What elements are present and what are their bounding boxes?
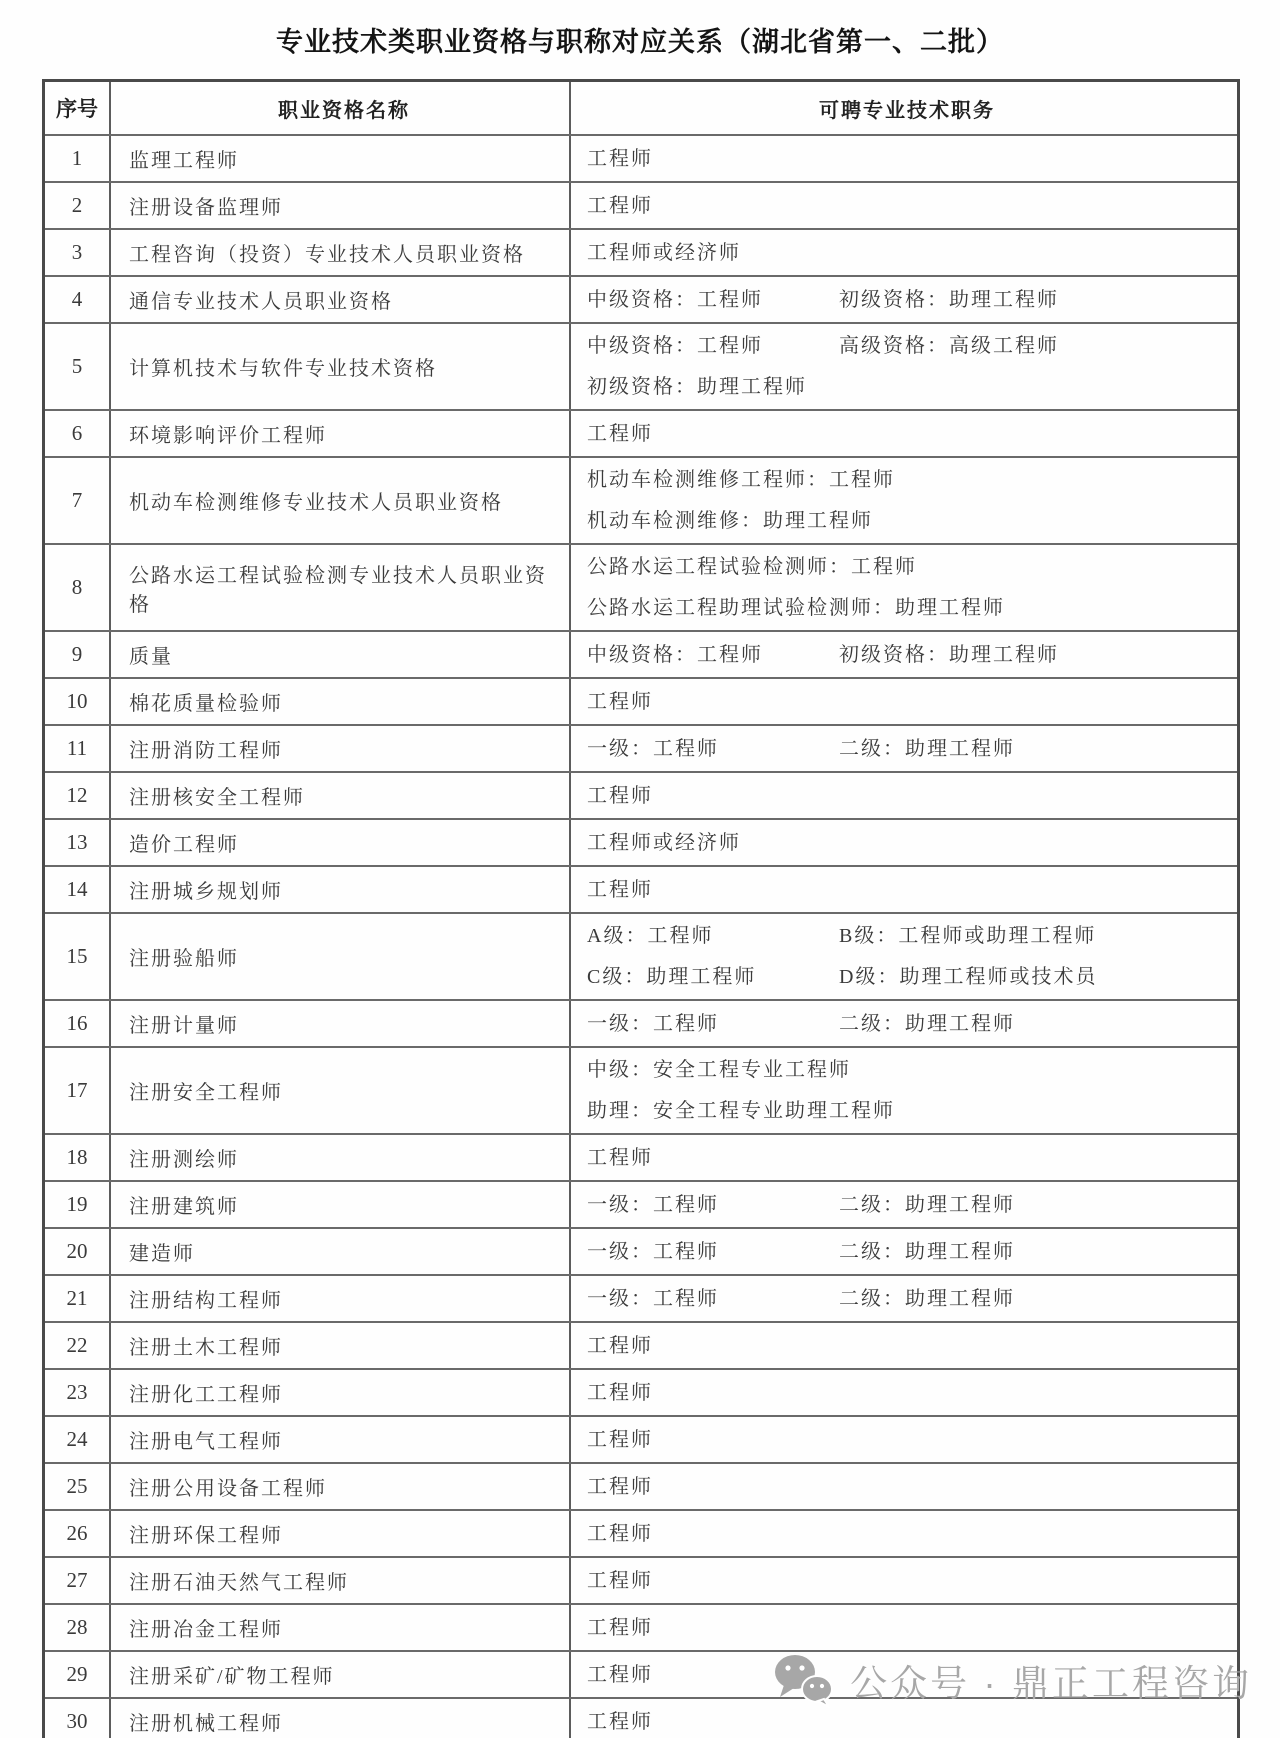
qualification-name: 注册核安全工程师 xyxy=(111,773,571,818)
title-segment: B级：工程师或助理工程师 xyxy=(839,925,1097,947)
title-line xyxy=(587,642,1227,668)
title-line xyxy=(587,1521,1227,1547)
title-segment: 初级资格：助理工程师 xyxy=(587,376,807,398)
qualification-name: 注册机械工程师 xyxy=(111,1699,571,1738)
row-number: 11 xyxy=(45,726,111,771)
table-row xyxy=(45,820,1237,867)
qualification-name: 注册土木工程师 xyxy=(111,1323,571,1368)
title-line xyxy=(587,508,1227,534)
title-segment: 工程师 xyxy=(587,1663,653,1686)
title-segment: 机动车检测维修：助理工程师 xyxy=(587,510,873,532)
appointable-titles xyxy=(571,411,1237,456)
row-number: 15 xyxy=(45,914,111,999)
appointable-titles xyxy=(571,230,1237,275)
row-number: 17 xyxy=(45,1048,111,1133)
title-line xyxy=(587,1709,1227,1735)
row-number: 22 xyxy=(45,1323,111,1368)
qualification-name: 注册石油天然气工程师 xyxy=(111,1558,571,1603)
table-row xyxy=(45,136,1237,183)
table-row xyxy=(45,458,1237,545)
title-segment: 公路水运工程试验检测师：工程师 xyxy=(587,556,917,578)
appointable-titles xyxy=(571,773,1237,818)
row-number: 16 xyxy=(45,1001,111,1046)
qualification-name: 注册结构工程师 xyxy=(111,1276,571,1321)
title-segment: 工程师 xyxy=(587,422,653,445)
title-segment: D级：助理工程师或技术员 xyxy=(839,966,1098,988)
table-row xyxy=(45,277,1237,324)
title-line xyxy=(587,1192,1227,1218)
appointable-titles xyxy=(571,632,1237,677)
title-segment: 工程师或经济师 xyxy=(587,831,741,854)
qualification-name: 注册公用设备工程师 xyxy=(111,1464,571,1509)
appointable-titles xyxy=(571,1558,1237,1603)
title-line xyxy=(587,830,1227,856)
table-row xyxy=(45,632,1237,679)
qualification-name: 质量 xyxy=(111,632,571,677)
qualification-table xyxy=(42,79,1240,1738)
title-line xyxy=(587,1057,1227,1083)
title-segment: 二级：助理工程师 xyxy=(839,1193,1015,1216)
title-segment: 初级资格：助理工程师 xyxy=(839,288,1059,311)
table-row xyxy=(45,867,1237,914)
appointable-titles xyxy=(571,1652,1237,1697)
title-line xyxy=(587,1380,1227,1406)
title-segment: 中级：安全工程专业工程师 xyxy=(587,1059,851,1081)
title-line xyxy=(587,1333,1227,1359)
row-number: 28 xyxy=(45,1605,111,1650)
appointable-titles xyxy=(571,545,1237,630)
watermark-text: 公众号 · 鼎正工程咨询 xyxy=(850,1663,1252,1704)
table-row xyxy=(45,1511,1237,1558)
title-line xyxy=(587,1662,1227,1688)
qualification-name: 注册环保工程师 xyxy=(111,1511,571,1556)
row-number: 9 xyxy=(45,632,111,677)
title-line xyxy=(587,374,1227,400)
title-line xyxy=(587,736,1227,762)
qualification-name: 注册安全工程师 xyxy=(111,1048,571,1133)
appointable-titles xyxy=(571,324,1237,409)
row-number: 5 xyxy=(45,324,111,409)
appointable-titles xyxy=(571,1182,1237,1227)
row-number: 18 xyxy=(45,1135,111,1180)
row-number: 8 xyxy=(45,545,111,630)
appointable-titles xyxy=(571,867,1237,912)
title-line xyxy=(587,783,1227,809)
appointable-titles xyxy=(571,1370,1237,1415)
title-line xyxy=(587,877,1227,903)
title-line xyxy=(587,287,1227,313)
table-row xyxy=(45,679,1237,726)
title-segment: 工程师 xyxy=(587,784,653,807)
row-number: 1 xyxy=(45,136,111,181)
appointable-titles xyxy=(571,1135,1237,1180)
title-segment: 工程师 xyxy=(587,1146,653,1169)
title-line xyxy=(587,964,1227,990)
qualification-name: 注册设备监理师 xyxy=(111,183,571,228)
title-line xyxy=(587,1145,1227,1171)
appointable-titles xyxy=(571,1276,1237,1321)
title-line xyxy=(587,923,1227,949)
appointable-titles xyxy=(571,914,1237,999)
title-segment: 二级：助理工程师 xyxy=(839,1012,1015,1035)
table-row xyxy=(45,1135,1237,1182)
appointable-titles xyxy=(571,1001,1237,1046)
row-number: 13 xyxy=(45,820,111,865)
row-number: 19 xyxy=(45,1182,111,1227)
appointable-titles xyxy=(571,1699,1237,1738)
title-segment: 二级：助理工程师 xyxy=(839,1240,1015,1263)
appointable-titles xyxy=(571,1464,1237,1509)
table-row xyxy=(45,1323,1237,1370)
title-segment: 工程师 xyxy=(587,1616,653,1639)
qualification-name: 工程咨询（投资）专业技术人员职业资格 xyxy=(111,230,571,275)
title-segment: 工程师 xyxy=(587,878,653,901)
title-line xyxy=(587,1474,1227,1500)
page-title: 专业技术类职业资格与职称对应关系（湖北省第一、二批） xyxy=(276,27,1004,57)
title-line xyxy=(587,1615,1227,1641)
table-row xyxy=(45,411,1237,458)
title-segment: 工程师 xyxy=(587,194,653,217)
appointable-titles xyxy=(571,1511,1237,1556)
appointable-titles xyxy=(571,1323,1237,1368)
row-number: 10 xyxy=(45,679,111,724)
title-line xyxy=(587,1568,1227,1594)
appointable-titles xyxy=(571,277,1237,322)
qualification-name: 注册电气工程师 xyxy=(111,1417,571,1462)
appointable-titles xyxy=(571,1417,1237,1462)
title-segment: 公路水运工程助理试验检测师：助理工程师 xyxy=(587,597,1005,619)
title-line xyxy=(587,333,1227,359)
row-number: 27 xyxy=(45,1558,111,1603)
title-segment: 工程师 xyxy=(587,1334,653,1357)
title-segment: 一级：工程师 xyxy=(587,1193,719,1216)
title-segment: 中级资格：工程师 xyxy=(587,335,763,357)
table-row xyxy=(45,1276,1237,1323)
qualification-name: 环境影响评价工程师 xyxy=(111,411,571,456)
table-row xyxy=(45,1558,1237,1605)
title-line xyxy=(587,146,1227,172)
table-row xyxy=(45,1182,1237,1229)
appointable-titles xyxy=(571,1229,1237,1274)
table-row xyxy=(45,726,1237,773)
row-number: 20 xyxy=(45,1229,111,1274)
row-number: 23 xyxy=(45,1370,111,1415)
qualification-name: 注册测绘师 xyxy=(111,1135,571,1180)
title-line xyxy=(587,595,1227,621)
row-number: 12 xyxy=(45,773,111,818)
title-segment: 初级资格：助理工程师 xyxy=(839,643,1059,666)
title-segment: 工程师 xyxy=(587,1428,653,1451)
row-number: 3 xyxy=(45,230,111,275)
title-segment: 工程师 xyxy=(587,1710,653,1733)
title-segment: 一级：工程师 xyxy=(587,1240,719,1263)
qualification-name: 注册冶金工程师 xyxy=(111,1605,571,1650)
table-row xyxy=(45,1048,1237,1135)
qualification-name: 注册建筑师 xyxy=(111,1182,571,1227)
title-line xyxy=(587,1239,1227,1265)
appointable-titles xyxy=(571,458,1237,543)
appointable-titles xyxy=(571,726,1237,771)
title-line xyxy=(587,1427,1227,1453)
qualification-name: 造价工程师 xyxy=(111,820,571,865)
table-row xyxy=(45,230,1237,277)
qualification-name: 机动车检测维修专业技术人员职业资格 xyxy=(111,458,571,543)
title-line xyxy=(587,240,1227,266)
title-segment: 二级：助理工程师 xyxy=(839,737,1015,760)
row-number: 7 xyxy=(45,458,111,543)
qualification-name: 棉花质量检验师 xyxy=(111,679,571,724)
qualification-name: 公路水运工程试验检测专业技术人员职业资格 xyxy=(111,545,571,630)
qualification-name: 监理工程师 xyxy=(111,136,571,181)
qualification-name: 注册消防工程师 xyxy=(111,726,571,771)
table-row xyxy=(45,773,1237,820)
header-col-titles: 可聘专业技术职务 xyxy=(819,99,995,122)
title-segment: 二级：助理工程师 xyxy=(839,1287,1015,1310)
qualification-name: 通信专业技术人员职业资格 xyxy=(111,277,571,322)
title-segment: A级：工程师 xyxy=(587,925,714,947)
row-number: 26 xyxy=(45,1511,111,1556)
row-number: 24 xyxy=(45,1417,111,1462)
title-segment: 中级资格：工程师 xyxy=(587,288,763,311)
table-row xyxy=(45,1699,1237,1738)
title-segment: 工程师 xyxy=(587,1522,653,1545)
table-row xyxy=(45,1229,1237,1276)
row-number: 21 xyxy=(45,1276,111,1321)
table-body xyxy=(45,136,1237,1738)
header-col-index: 序号 xyxy=(45,82,111,134)
row-number: 29 xyxy=(45,1652,111,1697)
appointable-titles xyxy=(571,136,1237,181)
table-row xyxy=(45,324,1237,411)
table-row xyxy=(45,1001,1237,1048)
header-col-qualification: 职业资格名称 xyxy=(111,82,571,134)
title-segment: 工程师 xyxy=(587,1381,653,1404)
appointable-titles xyxy=(571,820,1237,865)
title-segment: 工程师 xyxy=(587,147,653,170)
title-segment: C级：助理工程师 xyxy=(587,966,757,988)
title-segment: 工程师 xyxy=(587,1569,653,1592)
title-line xyxy=(587,193,1227,219)
title-line xyxy=(587,1286,1227,1312)
title-segment: 工程师或经济师 xyxy=(587,241,741,264)
row-number: 4 xyxy=(45,277,111,322)
qualification-name: 注册化工工程师 xyxy=(111,1370,571,1415)
title-line xyxy=(587,689,1227,715)
table-row xyxy=(45,1464,1237,1511)
qualification-name: 计算机技术与软件专业技术资格 xyxy=(111,324,571,409)
qualification-name: 建造师 xyxy=(111,1229,571,1274)
row-number: 14 xyxy=(45,867,111,912)
title-segment: 一级：工程师 xyxy=(587,1012,719,1035)
title-segment: 工程师 xyxy=(587,1475,653,1498)
title-segment: 助理：安全工程专业助理工程师 xyxy=(587,1100,895,1122)
table-row xyxy=(45,183,1237,230)
title-line xyxy=(587,467,1227,493)
qualification-name: 注册计量师 xyxy=(111,1001,571,1046)
table-row xyxy=(45,1370,1237,1417)
row-number: 25 xyxy=(45,1464,111,1509)
title-line xyxy=(587,421,1227,447)
title-segment: 工程师 xyxy=(587,690,653,713)
appointable-titles xyxy=(571,679,1237,724)
row-number: 2 xyxy=(45,183,111,228)
title-segment: 高级资格：高级工程师 xyxy=(839,335,1059,357)
qualification-name: 注册验船师 xyxy=(111,914,571,999)
appointable-titles xyxy=(571,1048,1237,1133)
table-row xyxy=(45,1605,1237,1652)
title-segment: 一级：工程师 xyxy=(587,737,719,760)
appointable-titles xyxy=(571,183,1237,228)
appointable-titles xyxy=(571,1605,1237,1650)
row-number: 30 xyxy=(45,1699,111,1738)
title-line xyxy=(587,1098,1227,1124)
title-line xyxy=(587,554,1227,580)
row-number: 6 xyxy=(45,411,111,456)
qualification-name: 注册城乡规划师 xyxy=(111,867,571,912)
title-segment: 一级：工程师 xyxy=(587,1287,719,1310)
title-segment: 机动车检测维修工程师：工程师 xyxy=(587,469,895,491)
table-row xyxy=(45,1417,1237,1464)
table-header-row xyxy=(45,82,1237,136)
qualification-name: 注册采矿/矿物工程师 xyxy=(111,1652,571,1697)
title-segment: 中级资格：工程师 xyxy=(587,643,763,666)
table-row xyxy=(45,1652,1237,1699)
title-line xyxy=(587,1011,1227,1037)
table-row xyxy=(45,545,1237,632)
table-row xyxy=(45,914,1237,1001)
